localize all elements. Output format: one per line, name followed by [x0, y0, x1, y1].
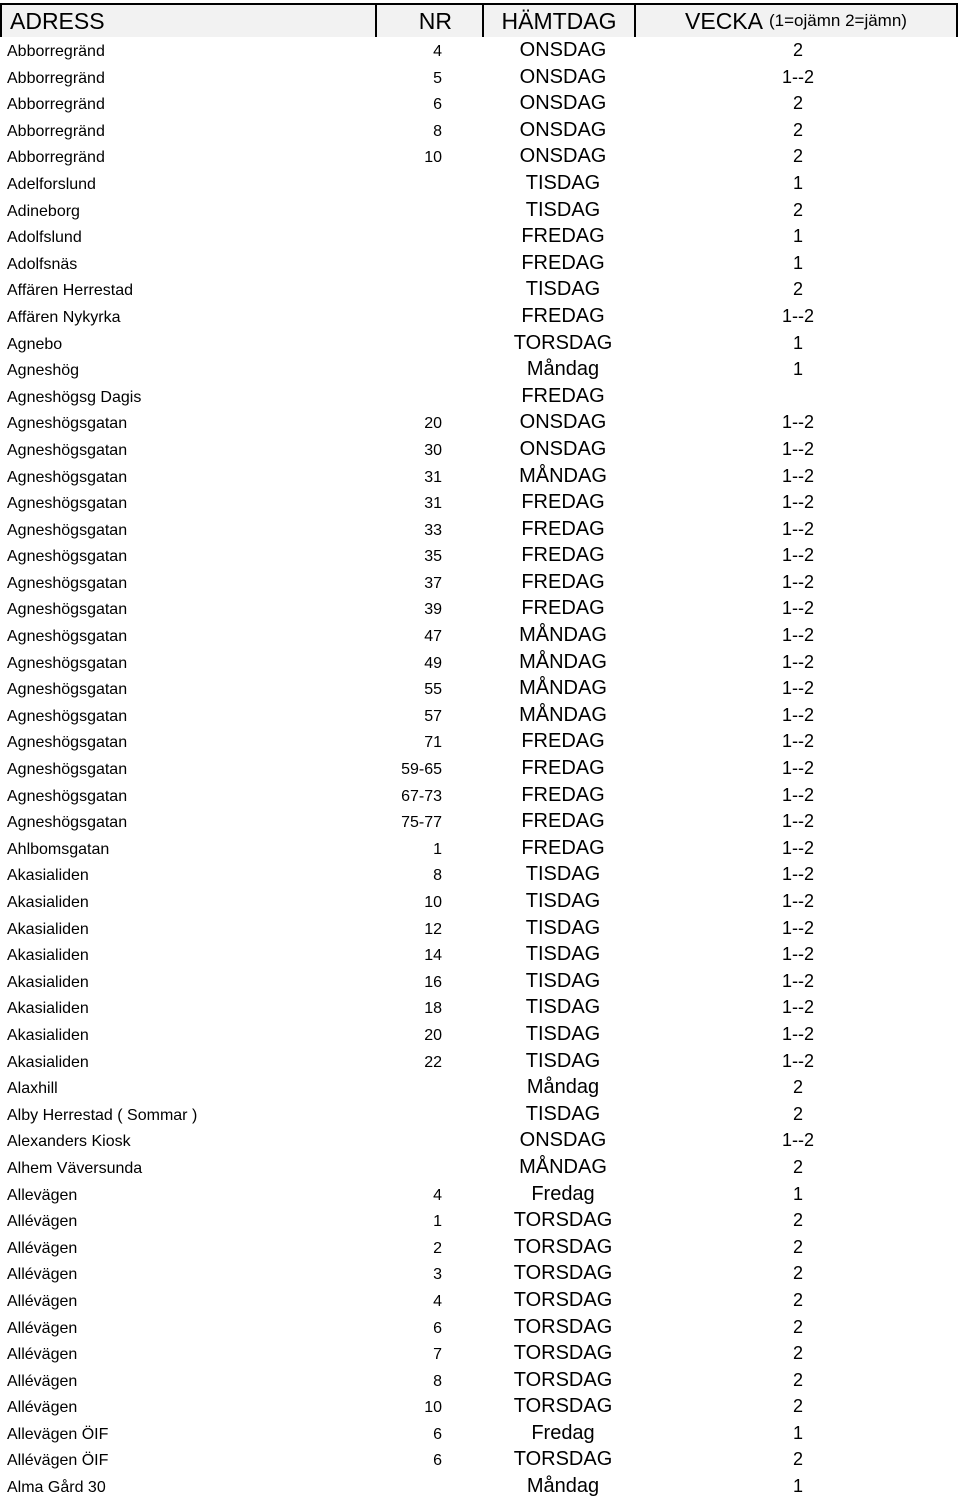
- table-row: [0, 356, 960, 383]
- cell-adress: Alexanders Kiosk: [7, 1133, 131, 1151]
- cell-vecka: 1--2: [781, 944, 814, 965]
- cell-nr: 59-65: [401, 761, 442, 779]
- cell-hamtdag: Fredag: [531, 1421, 595, 1444]
- cell-hamtdag: FREDAG: [521, 251, 605, 274]
- cell-adress: Abborregränd: [7, 69, 105, 87]
- table-row: [0, 569, 960, 596]
- cell-vecka: 1: [792, 359, 803, 380]
- header-vecka-label: VECKA: [685, 7, 763, 34]
- table-row: [0, 1101, 960, 1128]
- cell-hamtdag: MÅNDAG: [519, 703, 607, 726]
- cell-vecka: 1--2: [781, 678, 814, 699]
- cell-hamtdag: TORSDAG: [513, 1209, 613, 1232]
- cell-nr: 5: [433, 69, 442, 87]
- cell-hamtdag: FREDAG: [521, 384, 605, 407]
- cell-adress: Agneshög: [7, 362, 80, 380]
- cell-adress: Agneshögsgatan: [7, 601, 128, 619]
- cell-vecka: 2: [792, 1156, 803, 1177]
- cell-adress: Allévägen: [7, 1372, 78, 1390]
- table-row: [0, 1287, 960, 1314]
- table-row: [0, 383, 960, 410]
- table-row: [0, 835, 960, 862]
- cell-nr: 67-73: [401, 787, 442, 805]
- cell-vecka: 1: [792, 1476, 803, 1497]
- cell-vecka: 1--2: [781, 917, 814, 938]
- cell-hamtdag: TISDAG: [525, 943, 601, 966]
- cell-nr: 10: [424, 1399, 442, 1417]
- table-row: [0, 330, 960, 357]
- cell-adress: Agnebo: [7, 335, 63, 353]
- cell-vecka: 2: [792, 1369, 803, 1390]
- cell-vecka: 2: [792, 1077, 803, 1098]
- cell-vecka: 1--2: [781, 1023, 814, 1044]
- cell-vecka: 1--2: [781, 1050, 814, 1071]
- cell-adress: Allévägen: [7, 1266, 78, 1284]
- cell-hamtdag: ONSDAG: [519, 411, 607, 434]
- cell-hamtdag: TORSDAG: [513, 1235, 613, 1258]
- table-row: [0, 861, 960, 888]
- cell-vecka: 1--2: [781, 305, 814, 326]
- cell-vecka: 1--2: [781, 465, 814, 486]
- cell-hamtdag: FREDAG: [521, 544, 605, 567]
- cell-hamtdag: FREDAG: [521, 836, 605, 859]
- cell-adress: Abborregränd: [7, 149, 105, 167]
- cell-vecka: 1--2: [781, 758, 814, 779]
- table-row: [0, 197, 960, 224]
- cell-hamtdag: TORSDAG: [513, 1368, 613, 1391]
- cell-hamtdag: ONSDAG: [519, 437, 607, 460]
- cell-nr: 16: [424, 973, 442, 991]
- cell-hamtdag: FREDAG: [521, 225, 605, 248]
- cell-vecka: 1: [792, 172, 803, 193]
- table-row: [0, 675, 960, 702]
- table-row: [0, 1393, 960, 1420]
- cell-hamtdag: TISDAG: [525, 278, 601, 301]
- table-row: [0, 1207, 960, 1234]
- cell-hamtdag: TISDAG: [525, 916, 601, 939]
- cell-adress: Akasialiden: [7, 947, 89, 965]
- cell-adress: Agneshögsgatan: [7, 495, 128, 513]
- cell-adress: Adolfslund: [7, 229, 82, 247]
- cell-hamtdag: FREDAG: [521, 810, 605, 833]
- table-row: [0, 542, 960, 569]
- cell-nr: 6: [433, 1425, 442, 1443]
- table-row: [0, 1340, 960, 1367]
- cell-hamtdag: MÅNDAG: [519, 677, 607, 700]
- table-row: [0, 516, 960, 543]
- cell-nr: 4: [433, 1186, 442, 1204]
- table-row: [0, 1074, 960, 1101]
- cell-vecka: 1--2: [781, 412, 814, 433]
- cell-nr: 49: [424, 654, 442, 672]
- cell-adress: Alhem Väversunda: [7, 1159, 143, 1177]
- cell-adress: Akasialiden: [7, 894, 89, 911]
- cell-hamtdag: FREDAG: [521, 730, 605, 753]
- cell-hamtdag: MÅNDAG: [519, 624, 607, 647]
- cell-hamtdag: TISDAG: [525, 1102, 601, 1125]
- table-row: [0, 170, 960, 197]
- cell-vecka: 1--2: [781, 545, 814, 566]
- cell-vecka: 2: [792, 1449, 803, 1470]
- cell-adress: Akasialiden: [7, 867, 89, 885]
- cell-adress: Akasialiden: [7, 1026, 89, 1044]
- cell-vecka: 2: [792, 40, 803, 60]
- cell-vecka: 1--2: [781, 970, 814, 991]
- cell-vecka: 2: [792, 279, 803, 300]
- cell-adress: Agneshögsgatan: [7, 707, 128, 725]
- table-row: [0, 1473, 960, 1500]
- cell-vecka: 2: [792, 119, 803, 140]
- cell-vecka: 1--2: [781, 598, 814, 619]
- header-vecka: [636, 3, 958, 37]
- cell-adress: Adolfsnäs: [7, 255, 78, 273]
- cell-nr: 6: [433, 1319, 442, 1337]
- table-row: [0, 888, 960, 915]
- table-row: [0, 409, 960, 436]
- table-row: [0, 728, 960, 755]
- table-row: [0, 117, 960, 144]
- header-hamtdag: HÄMTDAG: [484, 3, 636, 37]
- cell-adress: Allévägen: [7, 1319, 78, 1337]
- cell-vecka: 1--2: [781, 1130, 814, 1151]
- table-row: [0, 1446, 960, 1473]
- cell-hamtdag: ONSDAG: [519, 92, 607, 115]
- cell-hamtdag: TORSDAG: [513, 1288, 613, 1311]
- cell-adress: Allevägen ÖIF: [7, 1425, 109, 1443]
- cell-vecka: 2: [792, 93, 803, 114]
- cell-nr: 31: [424, 468, 442, 486]
- cell-hamtdag: TORSDAG: [513, 1262, 613, 1285]
- table-row: [0, 968, 960, 995]
- cell-adress: Abborregränd: [7, 43, 105, 60]
- cell-adress: Allévägen: [7, 1292, 78, 1310]
- cell-hamtdag: Fredag: [531, 1182, 595, 1205]
- cell-hamtdag: FREDAG: [521, 597, 605, 620]
- cell-hamtdag: TORSDAG: [513, 1315, 613, 1338]
- cell-adress: Alma Gård 30: [7, 1479, 106, 1497]
- cell-hamtdag: TORSDAG: [513, 1342, 613, 1365]
- cell-nr: 71: [424, 734, 442, 752]
- cell-hamtdag: Måndag: [526, 358, 600, 381]
- cell-hamtdag: Måndag: [526, 1076, 600, 1099]
- cell-hamtdag: FREDAG: [521, 304, 605, 327]
- cell-nr: 4: [433, 43, 442, 60]
- cell-adress: Akasialiden: [7, 973, 89, 991]
- cell-nr: 6: [433, 96, 442, 114]
- cell-vecka: 1: [792, 252, 803, 273]
- cell-nr: 30: [424, 441, 442, 459]
- table-row: [0, 1154, 960, 1181]
- table-row: [0, 90, 960, 117]
- cell-adress: Akasialiden: [7, 920, 89, 938]
- table-row: [0, 276, 960, 303]
- cell-vecka: 2: [792, 1236, 803, 1257]
- cell-adress: Affären Herrestad: [7, 282, 133, 300]
- cell-vecka: 2: [792, 1103, 803, 1124]
- cell-nr: 1: [433, 1213, 442, 1231]
- table-row: [0, 436, 960, 463]
- cell-nr: 47: [424, 628, 442, 646]
- cell-vecka: 2: [792, 146, 803, 167]
- cell-vecka: 1--2: [781, 864, 814, 885]
- cell-hamtdag: FREDAG: [521, 517, 605, 540]
- cell-nr: 37: [424, 574, 442, 592]
- cell-nr: 8: [433, 1372, 442, 1390]
- cell-hamtdag: Måndag: [526, 1475, 600, 1498]
- table-row: [0, 1314, 960, 1341]
- table-body: [0, 37, 960, 1500]
- table-row: [0, 941, 960, 968]
- cell-hamtdag: FREDAG: [521, 757, 605, 780]
- table-row: [0, 1181, 960, 1208]
- cell-nr: 75-77: [401, 814, 442, 832]
- cell-nr: 14: [424, 947, 442, 965]
- table-row: [0, 595, 960, 622]
- cell-adress: Ahlbomsgatan: [7, 840, 110, 858]
- table-row: [0, 1127, 960, 1154]
- cell-vecka: 2: [792, 1210, 803, 1231]
- table-row: [0, 755, 960, 782]
- cell-vecka: 1: [792, 1183, 803, 1204]
- cell-adress: Agneshögsgatan: [7, 787, 128, 805]
- cell-nr: 18: [424, 1000, 442, 1018]
- table-row: [0, 1367, 960, 1394]
- cell-adress: Abborregränd: [7, 96, 105, 114]
- cell-adress: Agneshögsgatan: [7, 521, 128, 539]
- cell-hamtdag: ONSDAG: [519, 65, 607, 88]
- cell-hamtdag: TISDAG: [525, 1049, 601, 1072]
- table-row: [0, 1420, 960, 1447]
- cell-adress: Abborregränd: [7, 122, 105, 140]
- cell-nr: 10: [424, 149, 442, 167]
- cell-vecka: 1: [792, 1422, 803, 1443]
- cell-nr: 3: [433, 1266, 442, 1284]
- table-row: [0, 489, 960, 516]
- cell-nr: 7: [433, 1346, 442, 1364]
- cell-adress: Agneshögsgatan: [7, 761, 128, 779]
- cell-vecka: 2: [792, 1289, 803, 1310]
- cell-nr: 4: [433, 1292, 442, 1310]
- cell-vecka: 1: [792, 332, 803, 353]
- cell-nr: 6: [433, 1452, 442, 1470]
- cell-hamtdag: TISDAG: [525, 198, 601, 221]
- cell-nr: 31: [424, 495, 442, 513]
- table-row: [0, 1021, 960, 1048]
- cell-adress: Alaxhill: [7, 1080, 58, 1098]
- cell-adress: Agneshögsg Dagis: [7, 388, 142, 406]
- cell-adress: Allevägen: [7, 1186, 78, 1204]
- cell-nr: 35: [424, 548, 442, 566]
- cell-adress: Allévägen: [7, 1213, 78, 1231]
- cell-adress: Agneshögsgatan: [7, 734, 128, 752]
- table-row: [0, 1048, 960, 1075]
- cell-vecka: 1--2: [781, 651, 814, 672]
- table-header: [0, 3, 958, 37]
- cell-hamtdag: MÅNDAG: [519, 650, 607, 673]
- cell-nr: 20: [424, 1026, 442, 1044]
- table-row: [0, 808, 960, 835]
- cell-adress: Agneshögsgatan: [7, 574, 128, 592]
- cell-vecka: 2: [792, 199, 803, 220]
- header-nr: NR: [377, 3, 484, 37]
- cell-adress: Allévägen ÖIF: [7, 1452, 109, 1470]
- table-row: [0, 915, 960, 942]
- cell-hamtdag: ONSDAG: [519, 1129, 607, 1152]
- cell-adress: Agneshögsgatan: [7, 628, 128, 646]
- table-row: [0, 1260, 960, 1287]
- cell-vecka: 1--2: [781, 731, 814, 752]
- cell-adress: Alby Herrestad ( Sommar ): [7, 1106, 198, 1124]
- table-row: [0, 702, 960, 729]
- cell-adress: Agneshögsgatan: [7, 441, 128, 459]
- cell-vecka: 2: [792, 1316, 803, 1337]
- cell-adress: Agneshögsgatan: [7, 548, 128, 566]
- cell-adress: Agneshögsgatan: [7, 654, 128, 672]
- cell-nr: 2: [433, 1239, 442, 1257]
- cell-hamtdag: TISDAG: [525, 1022, 601, 1045]
- table-row: [0, 463, 960, 490]
- cell-hamtdag: MÅNDAG: [519, 1155, 607, 1178]
- cell-adress: Adineborg: [7, 202, 80, 220]
- cell-adress: Agneshögsgatan: [7, 415, 128, 433]
- cell-hamtdag: FREDAG: [521, 783, 605, 806]
- cell-vecka: 1--2: [781, 625, 814, 646]
- cell-vecka: 1--2: [781, 438, 814, 459]
- cell-hamtdag: FREDAG: [521, 570, 605, 593]
- cell-hamtdag: ONSDAG: [519, 145, 607, 168]
- cell-vecka: 1--2: [781, 811, 814, 832]
- cell-hamtdag: TISDAG: [525, 969, 601, 992]
- cell-vecka: 1--2: [781, 997, 814, 1018]
- cell-hamtdag: TISDAG: [525, 863, 601, 886]
- cell-vecka: 2: [792, 1396, 803, 1417]
- table-row: [0, 622, 960, 649]
- cell-vecka: 1--2: [781, 837, 814, 858]
- cell-adress: Agneshögsgatan: [7, 681, 128, 699]
- cell-adress: Allévägen: [7, 1346, 78, 1364]
- header-vecka-note: (1=ojämn 2=jämn): [769, 11, 907, 30]
- table-row: [0, 1234, 960, 1261]
- cell-adress: Adelforslund: [7, 175, 96, 193]
- table-row: [0, 303, 960, 330]
- cell-nr: 1: [433, 840, 442, 858]
- cell-hamtdag: ONSDAG: [519, 118, 607, 141]
- cell-adress: Affären Nykyrka: [7, 308, 121, 326]
- cell-vecka: 1--2: [781, 492, 814, 513]
- cell-nr: 8: [433, 867, 442, 885]
- cell-nr: 12: [424, 920, 442, 938]
- cell-nr: 39: [424, 601, 442, 619]
- cell-vecka: 2: [792, 1343, 803, 1364]
- table-row: [0, 223, 960, 250]
- cell-hamtdag: TORSDAG: [513, 1448, 613, 1471]
- cell-adress: Akasialiden: [7, 1000, 89, 1018]
- cell-nr: 33: [424, 521, 442, 539]
- cell-adress: Agneshögsgatan: [7, 468, 128, 486]
- cell-nr: 8: [433, 122, 442, 140]
- cell-hamtdag: TORSDAG: [513, 1395, 613, 1418]
- table-row: [0, 143, 960, 170]
- cell-hamtdag: FREDAG: [521, 491, 605, 514]
- cell-hamtdag: TISDAG: [525, 996, 601, 1019]
- cell-adress: Allévägen: [7, 1239, 78, 1257]
- cell-nr: 20: [424, 415, 442, 433]
- cell-hamtdag: MÅNDAG: [519, 464, 607, 487]
- cell-hamtdag: TISDAG: [525, 890, 601, 912]
- cell-vecka: 1--2: [781, 66, 814, 87]
- header-adress: ADRESS: [0, 3, 377, 37]
- table-row: [0, 649, 960, 676]
- cell-nr: 10: [424, 894, 442, 911]
- cell-adress: Agneshögsgatan: [7, 814, 128, 832]
- cell-vecka: 2: [792, 1263, 803, 1284]
- table-row: [0, 782, 960, 809]
- cell-vecka: 1--2: [781, 518, 814, 539]
- cell-adress: Akasialiden: [7, 1053, 89, 1071]
- table-row: [0, 994, 960, 1021]
- cell-nr: 55: [424, 681, 442, 699]
- cell-vecka: 1--2: [781, 784, 814, 805]
- cell-vecka: 1--2: [781, 571, 814, 592]
- cell-hamtdag: TISDAG: [525, 171, 601, 194]
- table-row: [0, 250, 960, 277]
- cell-vecka: 1--2: [781, 891, 814, 911]
- table-row: [0, 64, 960, 91]
- cell-vecka: 1: [792, 226, 803, 247]
- table-row: [0, 37, 960, 64]
- cell-nr: 22: [424, 1053, 442, 1071]
- cell-hamtdag: ONSDAG: [519, 39, 607, 61]
- cell-nr: 57: [424, 707, 442, 725]
- cell-adress: Allévägen: [7, 1399, 78, 1417]
- cell-vecka: 1--2: [781, 704, 814, 725]
- cell-hamtdag: TORSDAG: [513, 331, 613, 354]
